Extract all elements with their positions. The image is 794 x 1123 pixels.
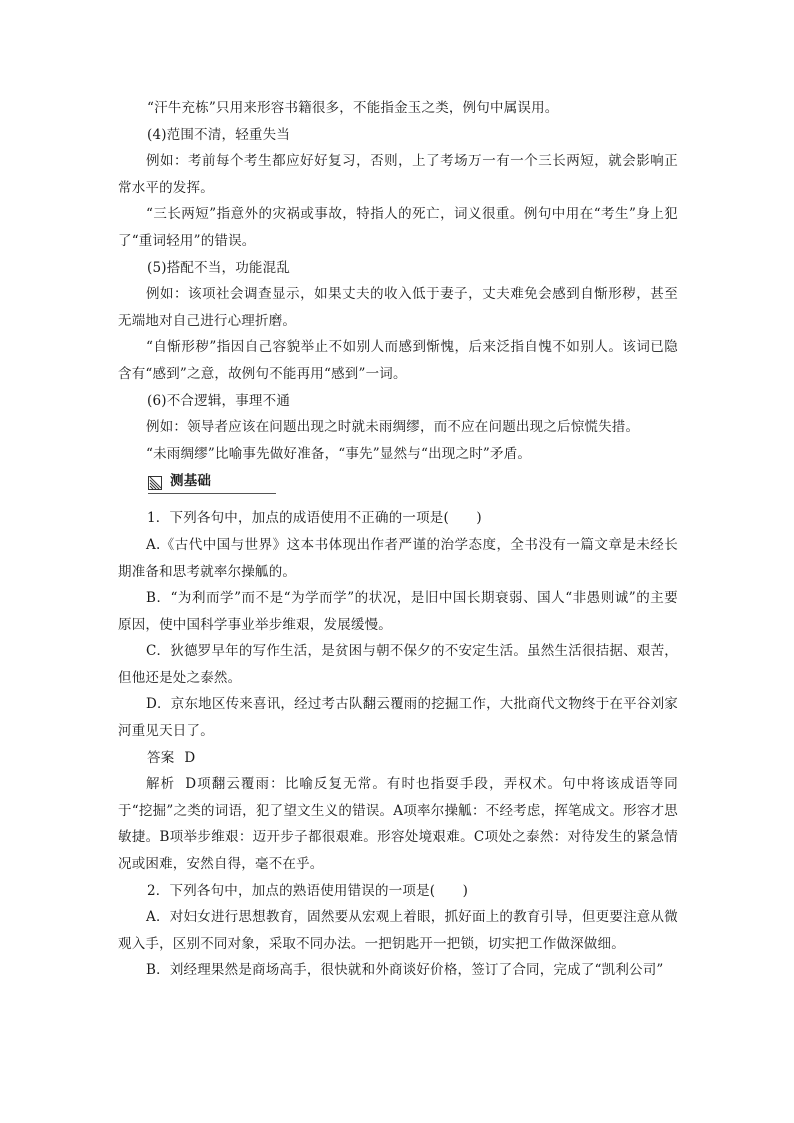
q1-option-a: A.《古代中国与世界》这本书体现出作者严谨的治学态度，全书没有一篇文章是未经长期准备和思考就率尔操觚的。 bbox=[118, 536, 678, 580]
sec6-heading: (6)不合逻辑，事理不通 bbox=[147, 392, 291, 409]
q2-option-a: A．对妇女进行思想教育，固然要从宏观上着眼，抓好面上的教育引导，但更要注意从微观入手，区别不同对象，采取不同办法。一把钥匙开一把锁，切实把工作做深做细。 bbox=[118, 909, 678, 952]
q2-stem: 2．下列各句中，加点的熟语使用错误的一项是( ) bbox=[147, 882, 469, 899]
section-marker-icon bbox=[148, 476, 162, 490]
sec5-explain: “自惭形秽”指因自己容貌举止不如别人而感到惭愧，后来泛指自愧不如别人。该词已隐含有“感到”之意，故例句不能再用“感到”一词。 bbox=[118, 339, 678, 382]
sec4-example: 例如：考前每个考生都应好好复习，否则，上了考场万一有一个三长两短，就会影响正常水平的发挥。 bbox=[118, 153, 678, 196]
sec4-heading: (4)范围不清，轻重失当 bbox=[147, 126, 291, 143]
section-title: 测基础 bbox=[170, 473, 212, 490]
document-body bbox=[118, 95, 678, 984]
q1-stem: 1．下列各句中，加点的成语使用不正确的一项是( ) bbox=[147, 510, 482, 527]
sec4-explain: “三长两短”指意外的灾祸或事故，特指人的死亡，词义很重。例句中用在“考生”身上犯了“重词轻用”的错误。 bbox=[118, 206, 678, 249]
q2-option-b: B．刘经理果然是商场高手，很快就和外商谈好价格，签订了合同，完成了“凯利公司” bbox=[146, 962, 664, 979]
sec6-example: 例如：领导者应该在问题出现之时就未雨绸缪，而不应在问题出现之后惊慌失措。 bbox=[146, 419, 640, 436]
answer-label: 答案 bbox=[147, 749, 175, 766]
q1-analysis bbox=[118, 771, 678, 877]
analysis-label: 解析 bbox=[146, 776, 176, 793]
q1-option-b: B．“为利而学”而不是“为学而学”的状况，是旧中国长期衰弱、国人“非愚则诚”的主要原因，使中国科学事业举步维艰，发展缓慢。 bbox=[118, 590, 678, 633]
sec5-example: 例如：该项社会调查显示，如果丈夫的收入低于妻子，丈夫难免会感到自惭形秽，甚至无端地对自己进行心理折磨。 bbox=[118, 286, 678, 329]
test-section-header bbox=[118, 469, 678, 499]
sec6-explain: “未雨绸缪”比喻事先做好准备，“事先”显然与“出现之时”矛盾。 bbox=[146, 445, 532, 462]
answer-value: D bbox=[184, 749, 196, 766]
q1-answer bbox=[118, 745, 678, 772]
section-underline bbox=[148, 493, 276, 494]
q1-option-d: D．京东地区传来喜讯，经过考古队翻云覆雨的挖掘工作，大批商代文物终于在平谷刘家河重见天日了。 bbox=[118, 696, 678, 740]
intro-line: “汗牛充栋”只用来形容书籍很多，不能指金玉之类，例句中属误用。 bbox=[147, 100, 559, 116]
q1-option-c: C．狄德罗早年的写作生活，是贫困与朝不保夕的不安定生活。虽然生活很拮据、艰苦，但他还是处之泰然。 bbox=[118, 643, 678, 686]
sec5-heading: (5)搭配不当，功能混乱 bbox=[147, 259, 291, 276]
analysis-text: D项翻云覆雨：比喻反复无常。有时也指耍手段，弄权术。句中将该成语等同于“挖掘”之类的词语，犯了望文生义的错误。A项率尔操觚：不经考虑，挥笔成文。形容才思敏捷。B项举步维艰：迈开步子都很艰难。形容处境艰难。C项处之泰然：对待发生的紧急情况或困难，安然自得，毫不在乎。 bbox=[118, 776, 678, 873]
